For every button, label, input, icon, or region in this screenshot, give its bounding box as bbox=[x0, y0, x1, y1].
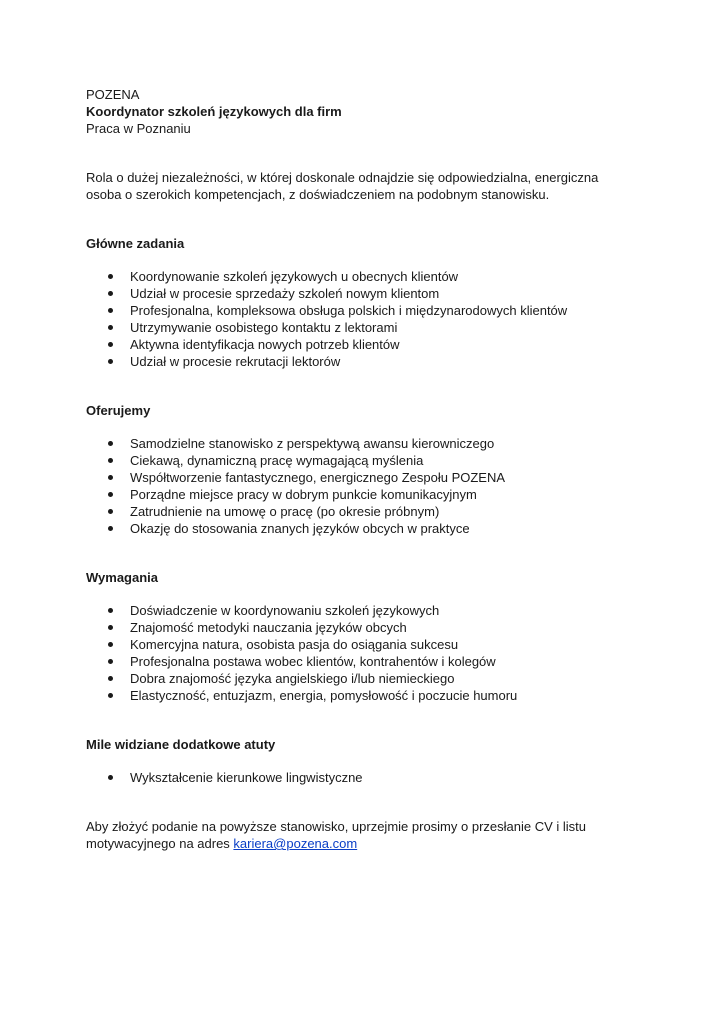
list-item: Doświadczenie w koordynowaniu szkoleń językowych bbox=[86, 602, 665, 619]
list-item: Okazję do stosowania znanych języków obcych w praktyce bbox=[86, 520, 665, 537]
section-main-tasks bbox=[86, 235, 665, 370]
list-item: Współtworzenie fantastycznego, energicznego Zespołu POZENA bbox=[86, 469, 665, 486]
bullet-list bbox=[86, 602, 665, 704]
list-item: Profesjonalna, kompleksowa obsługa polskich i międzynarodowych klientów bbox=[86, 302, 665, 319]
job-title: Koordynator szkoleń językowych dla firm bbox=[86, 104, 342, 119]
list-item: Zatrudnienie na umowę o pracę (po okresie próbnym) bbox=[86, 503, 665, 520]
section-heading: Główne zadania bbox=[86, 236, 185, 251]
email-link[interactable]: kariera@pozena.com bbox=[233, 836, 358, 851]
list-item: Dobra znajomość języka angielskiego i/lub niemieckiego bbox=[86, 670, 665, 687]
intro-paragraph: Rola o dużej niezależności, w której doskonale odnajdzie się odpowiedzialna, energiczna osoba o szerokich kompetencjach, z doświadczeniem na podobnym stanowisku. bbox=[86, 170, 599, 202]
company-name: POZENA bbox=[86, 87, 140, 102]
list-item: Utrzymywanie osobistego kontaktu z lektorami bbox=[86, 319, 665, 336]
list-item: Samodzielne stanowisko z perspektywą awansu kierowniczego bbox=[86, 435, 665, 452]
section-offer bbox=[86, 402, 665, 537]
list-item: Profesjonalna postawa wobec klientów, kontrahentów i kolegów bbox=[86, 653, 665, 670]
list-item: Elastyczność, entuzjazm, energia, pomysłowość i poczucie humoru bbox=[86, 687, 665, 704]
list-item: Porządne miejsce pracy w dobrym punkcie komunikacyjnym bbox=[86, 486, 665, 503]
section-heading: Oferujemy bbox=[86, 403, 151, 418]
list-item: Aktywna identyfikacja nowych potrzeb klientów bbox=[86, 336, 665, 353]
section-heading: Wymagania bbox=[86, 570, 159, 585]
section-nice-to-have bbox=[86, 736, 665, 786]
application-text: Aby złożyć podanie na powyższe stanowisko, uprzejmie prosimy o przesłanie CV i listu motywacyjnego na adres bbox=[86, 819, 586, 851]
section-heading: Mile widziane dodatkowe atuty bbox=[86, 737, 276, 752]
list-item: Znajomość metodyki nauczania języków obcych bbox=[86, 619, 665, 636]
list-item: Koordynowanie szkoleń językowych u obecnych klientów bbox=[86, 268, 665, 285]
list-item: Wykształcenie kierunkowe lingwistyczne bbox=[86, 769, 665, 786]
bullet-list bbox=[86, 769, 665, 786]
bullet-list bbox=[86, 435, 665, 537]
application-note bbox=[86, 818, 646, 852]
list-item: Komercyjna natura, osobista pasja do osiągania sukcesu bbox=[86, 636, 665, 653]
list-item: Udział w procesie rekrutacji lektorów bbox=[86, 353, 665, 370]
list-item: Udział w procesie sprzedaży szkoleń nowym klientom bbox=[86, 285, 665, 302]
job-location: Praca w Poznaniu bbox=[86, 121, 191, 136]
list-item: Ciekawą, dynamiczną pracę wymagającą myślenia bbox=[86, 452, 665, 469]
bullet-list bbox=[86, 268, 665, 370]
section-requirements bbox=[86, 569, 665, 704]
